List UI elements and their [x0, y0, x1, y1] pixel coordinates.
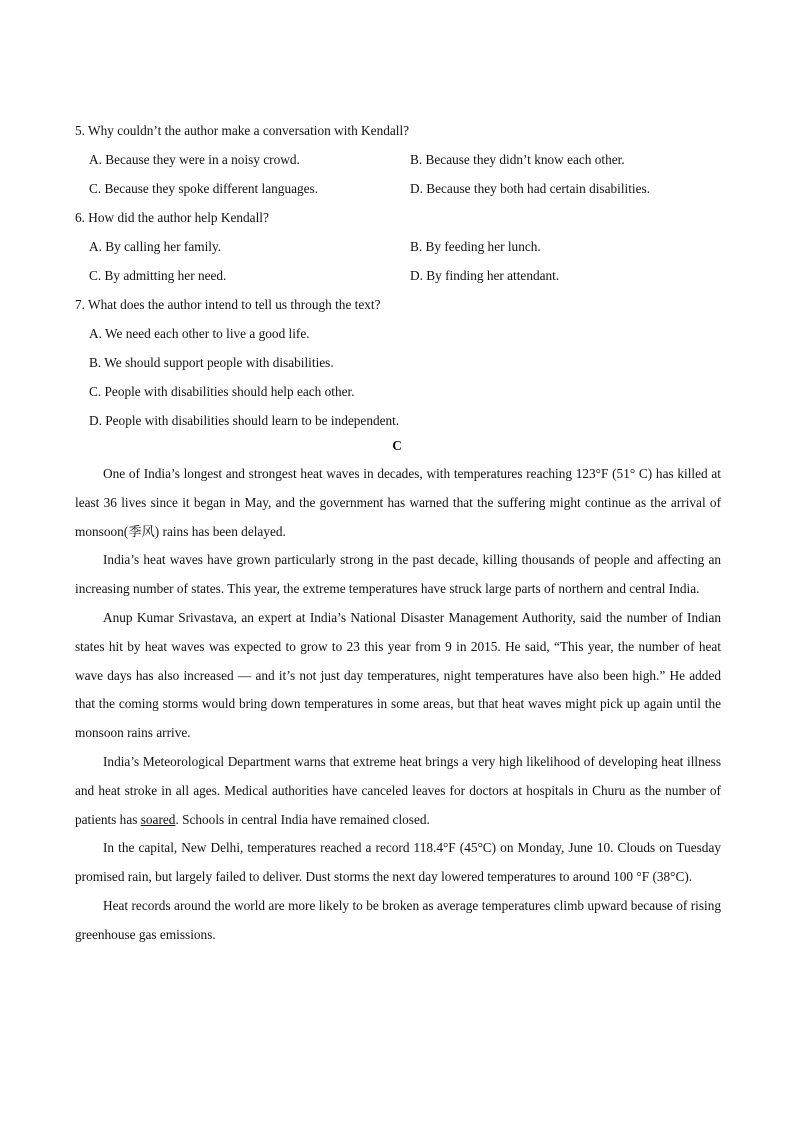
question-6-option-d[interactable]: D. By finding her attendant. — [410, 268, 560, 283]
question-5-option-a[interactable]: A. Because they were in a noisy crowd. — [89, 152, 300, 167]
question-7-option-d[interactable]: D. People with disabilities should learn to be independent. — [89, 413, 400, 428]
question-5-options-row-1 — [75, 145, 735, 174]
article-paragraph-1: One of India’s longest and strongest heat waves in decades, with temperatures reaching 123°F (51° C) has killed at least 36 lives since it began in May, and the government has warned that the suffering might continue as the arrival of monsoon(季风) rains has been delayed. — [75, 466, 721, 539]
question-5-option-c[interactable]: C. Because they spoke different languages. — [89, 181, 319, 196]
article-paragraph-5: In the capital, New Delhi, temperatures reached a record 118.4°F (45°C) on Monday, June 10. Clouds on Tuesday promised rain, but largely failed to deliver. Dust storms the next day lowered temperatures to around 100 °F (38°C). — [75, 840, 721, 885]
question-6-stem: 6. How did the author help Kendall? — [75, 210, 269, 225]
article-paragraph-6: Heat records around the world are more likely to be broken as average temperatures climb upward because of rising greenhouse gas emissions. — [75, 897, 721, 942]
question-6-options-row-2 — [75, 261, 735, 290]
question-7-stem: 7. What does the author intend to tell us through the text? — [75, 297, 381, 312]
question-7-option-c[interactable]: C. People with disabilities should help each other. — [89, 384, 355, 399]
paragraph-4-text-after: . Schools in central India have remained closed. — [175, 811, 430, 827]
article-paragraph-4 — [75, 748, 721, 834]
question-6-option-c[interactable]: C. By admitting her need. — [89, 268, 227, 283]
question-7-option-a[interactable]: A. We need each other to live a good life. — [89, 326, 310, 341]
section-title: C — [392, 438, 402, 453]
question-5-option-b[interactable]: B. Because they didn’t know each other. — [410, 152, 625, 167]
question-5-options-row-2 — [75, 174, 735, 203]
article-paragraph-3: Anup Kumar Srivastava, an expert at India’s National Disaster Management Authority, said the number of Indian states hit by heat waves was expected to grow to 23 this year from 9 in 2015. He said, “This year, the number of heat wave days has also increased — and it’s not just day temperatures, night temperatures have also been high.” He added that the coming storms would bring down temperatures in some areas, but that heat waves might pick up again until the monsoon rains arrive. — [75, 609, 721, 741]
article-paragraph-2: India’s heat waves have grown particularly strong in the past decade, killing thousands of people and affecting an increasing number of states. This year, the extreme temperatures have struck large parts of northern and central India. — [75, 552, 721, 597]
question-6-option-a[interactable]: A. By calling her family. — [89, 239, 222, 254]
question-6-option-b[interactable]: B. By feeding her lunch. — [410, 239, 541, 254]
question-5-stem: 5. Why couldn’t the author make a conversation with Kendall? — [75, 123, 410, 138]
question-block — [75, 116, 735, 435]
paragraph-4-text-before: India’s Meteorological Department warns that extreme heat brings a very high likelihood of developing heat illness and heat stroke in all ages. Medical authorities have canceled leaves for doctors at hospitals in Churu as the number of patients has — [75, 753, 721, 827]
question-5-option-d[interactable]: D. Because they both had certain disabilities. — [410, 181, 651, 196]
question-6-options-row-1 — [75, 232, 735, 261]
underlined-word: soared — [140, 811, 176, 827]
article-body — [75, 460, 721, 950]
question-7-option-b[interactable]: B. We should support people with disabilities. — [89, 355, 334, 370]
